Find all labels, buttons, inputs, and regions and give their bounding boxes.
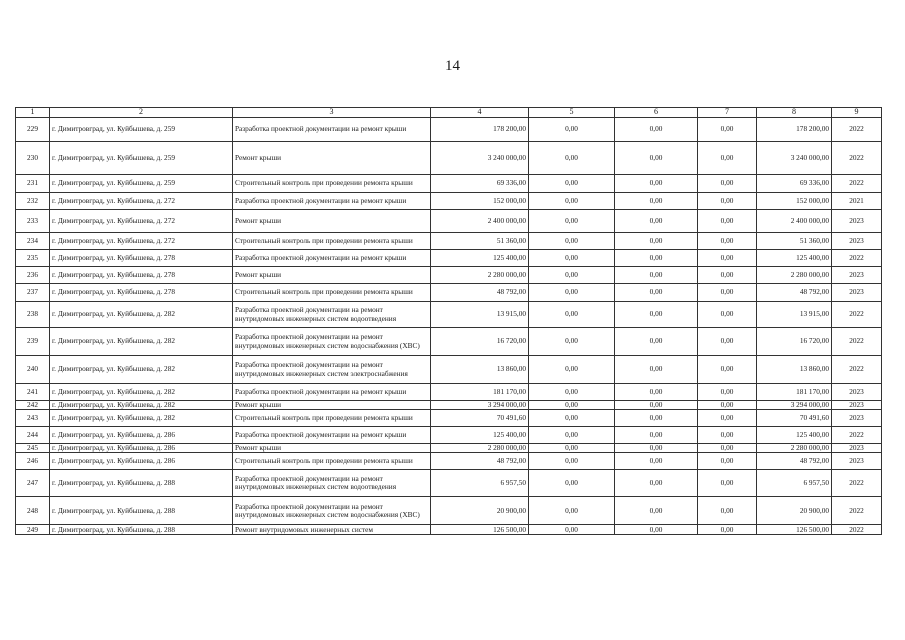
work-type-cell: Строительный контроль при проведении ремонта крыши <box>233 410 431 427</box>
table-row <box>16 302 882 328</box>
address-cell: г. Димитровград, ул. Куйбышева, д. 282 <box>50 356 233 384</box>
year-cell: 2023 <box>832 267 882 284</box>
table-row <box>16 267 882 284</box>
address-cell: г. Димитровград, ул. Куйбышева, д. 286 <box>50 444 233 453</box>
total-cost-cell: 6 957,50 <box>431 470 529 497</box>
col7-cell: 0,00 <box>698 497 757 525</box>
work-type-cell: Разработка проектной документации на ремонт крыши <box>233 250 431 267</box>
table-row <box>16 142 882 175</box>
col8-cell: 3 294 000,00 <box>757 401 832 410</box>
address-cell: г. Димитровград, ул. Куйбышева, д. 282 <box>50 302 233 328</box>
total-cost-cell: 2 400 000,00 <box>431 210 529 233</box>
col7-cell: 0,00 <box>698 453 757 470</box>
work-type-cell: Строительный контроль при проведении ремонта крыши <box>233 233 431 250</box>
col8-cell: 69 336,00 <box>757 175 832 193</box>
row-number: 246 <box>16 453 50 470</box>
col7-cell: 0,00 <box>698 470 757 497</box>
col5-cell: 0,00 <box>529 497 615 525</box>
col8-cell: 2 280 000,00 <box>757 444 832 453</box>
row-number: 236 <box>16 267 50 284</box>
table-row <box>16 356 882 384</box>
col5-cell: 0,00 <box>529 142 615 175</box>
year-cell: 2023 <box>832 410 882 427</box>
year-cell: 2022 <box>832 118 882 142</box>
total-cost-cell: 69 336,00 <box>431 175 529 193</box>
col6-cell: 0,00 <box>615 470 698 497</box>
col7-cell: 0,00 <box>698 444 757 453</box>
address-cell: г. Димитровград, ул. Куйбышева, д. 286 <box>50 427 233 444</box>
col5-cell: 0,00 <box>529 470 615 497</box>
col7-cell: 0,00 <box>698 175 757 193</box>
year-cell: 2023 <box>832 453 882 470</box>
col5-cell: 0,00 <box>529 328 615 356</box>
col8-cell: 2 280 000,00 <box>757 267 832 284</box>
total-cost-cell: 20 900,00 <box>431 497 529 525</box>
col8-cell: 181 170,00 <box>757 384 832 401</box>
col8-cell: 3 240 000,00 <box>757 142 832 175</box>
year-cell: 2022 <box>832 497 882 525</box>
col7-cell: 0,00 <box>698 118 757 142</box>
col6-cell: 0,00 <box>615 444 698 453</box>
col8-cell: 152 000,00 <box>757 193 832 210</box>
col6-cell: 0,00 <box>615 384 698 401</box>
address-cell: г. Димитровград, ул. Куйбышева, д. 272 <box>50 210 233 233</box>
works-table <box>15 107 882 535</box>
col6-cell: 0,00 <box>615 175 698 193</box>
col5-cell: 0,00 <box>529 175 615 193</box>
col6-cell: 0,00 <box>615 453 698 470</box>
total-cost-cell: 48 792,00 <box>431 284 529 302</box>
col7-cell: 0,00 <box>698 267 757 284</box>
col6-cell: 0,00 <box>615 302 698 328</box>
col6-cell: 0,00 <box>615 210 698 233</box>
table-row <box>16 210 882 233</box>
work-type-cell: Разработка проектной документации на ремонт крыши <box>233 193 431 210</box>
table-row <box>16 193 882 210</box>
col5-cell: 0,00 <box>529 427 615 444</box>
col6-cell: 0,00 <box>615 410 698 427</box>
year-cell: 2023 <box>832 284 882 302</box>
work-type-cell: Ремонт крыши <box>233 267 431 284</box>
header-col-1: 1 <box>16 108 50 118</box>
table-row <box>16 384 882 401</box>
row-number: 237 <box>16 284 50 302</box>
col5-cell: 0,00 <box>529 193 615 210</box>
total-cost-cell: 178 200,00 <box>431 118 529 142</box>
col6-cell: 0,00 <box>615 193 698 210</box>
col7-cell: 0,00 <box>698 427 757 444</box>
col6-cell: 0,00 <box>615 497 698 525</box>
year-cell: 2022 <box>832 525 882 535</box>
col7-cell: 0,00 <box>698 384 757 401</box>
col5-cell: 0,00 <box>529 233 615 250</box>
total-cost-cell: 3 294 000,00 <box>431 401 529 410</box>
year-cell: 2023 <box>832 233 882 250</box>
col5-cell: 0,00 <box>529 302 615 328</box>
row-number: 245 <box>16 444 50 453</box>
col8-cell: 70 491,60 <box>757 410 832 427</box>
row-number: 247 <box>16 470 50 497</box>
col6-cell: 0,00 <box>615 401 698 410</box>
table-row <box>16 233 882 250</box>
header-col-7: 7 <box>698 108 757 118</box>
row-number: 234 <box>16 233 50 250</box>
work-type-cell: Ремонт крыши <box>233 401 431 410</box>
work-type-cell: Разработка проектной документации на ремонт внутридомовых инженерных систем водоснабжения (ХВС) <box>233 328 431 356</box>
row-number: 244 <box>16 427 50 444</box>
header-row <box>16 108 882 118</box>
year-cell: 2022 <box>832 470 882 497</box>
total-cost-cell: 70 491,60 <box>431 410 529 427</box>
col8-cell: 48 792,00 <box>757 453 832 470</box>
address-cell: г. Димитровград, ул. Куйбышева, д. 286 <box>50 453 233 470</box>
year-cell: 2022 <box>832 250 882 267</box>
col7-cell: 0,00 <box>698 142 757 175</box>
table-row <box>16 401 882 410</box>
total-cost-cell: 181 170,00 <box>431 384 529 401</box>
year-cell: 2023 <box>832 384 882 401</box>
col5-cell: 0,00 <box>529 250 615 267</box>
table-row <box>16 453 882 470</box>
page-number: 14 <box>445 58 460 74</box>
table-row <box>16 497 882 525</box>
col8-cell: 13 860,00 <box>757 356 832 384</box>
address-cell: г. Димитровград, ул. Куйбышева, д. 259 <box>50 175 233 193</box>
year-cell: 2022 <box>832 356 882 384</box>
col6-cell: 0,00 <box>615 250 698 267</box>
col7-cell: 0,00 <box>698 233 757 250</box>
row-number: 243 <box>16 410 50 427</box>
table-row <box>16 470 882 497</box>
address-cell: г. Димитровград, ул. Куйбышева, д. 259 <box>50 142 233 175</box>
col5-cell: 0,00 <box>529 384 615 401</box>
total-cost-cell: 48 792,00 <box>431 453 529 470</box>
col6-cell: 0,00 <box>615 525 698 535</box>
address-cell: г. Димитровград, ул. Куйбышева, д. 272 <box>50 193 233 210</box>
col5-cell: 0,00 <box>529 525 615 535</box>
work-type-cell: Ремонт крыши <box>233 210 431 233</box>
col6-cell: 0,00 <box>615 233 698 250</box>
year-cell: 2023 <box>832 444 882 453</box>
col8-cell: 126 500,00 <box>757 525 832 535</box>
work-type-cell: Ремонт крыши <box>233 142 431 175</box>
address-cell: г. Димитровград, ул. Куйбышева, д. 278 <box>50 284 233 302</box>
address-cell: г. Димитровград, ул. Куйбышева, д. 259 <box>50 118 233 142</box>
year-cell: 2022 <box>832 175 882 193</box>
work-type-cell: Строительный контроль при проведении ремонта крыши <box>233 453 431 470</box>
col8-cell: 20 900,00 <box>757 497 832 525</box>
col6-cell: 0,00 <box>615 267 698 284</box>
header-col-2: 2 <box>50 108 233 118</box>
col7-cell: 0,00 <box>698 193 757 210</box>
table-row <box>16 175 882 193</box>
year-cell: 2021 <box>832 193 882 210</box>
row-number: 239 <box>16 328 50 356</box>
table-row <box>16 118 882 142</box>
header-col-6: 6 <box>615 108 698 118</box>
row-number: 231 <box>16 175 50 193</box>
row-number: 232 <box>16 193 50 210</box>
col6-cell: 0,00 <box>615 118 698 142</box>
col6-cell: 0,00 <box>615 142 698 175</box>
col8-cell: 125 400,00 <box>757 427 832 444</box>
year-cell: 2023 <box>832 401 882 410</box>
table-row <box>16 427 882 444</box>
row-number: 229 <box>16 118 50 142</box>
col8-cell: 16 720,00 <box>757 328 832 356</box>
row-number: 249 <box>16 525 50 535</box>
year-cell: 2022 <box>832 142 882 175</box>
year-cell: 2023 <box>832 210 882 233</box>
col5-cell: 0,00 <box>529 401 615 410</box>
total-cost-cell: 2 280 000,00 <box>431 444 529 453</box>
total-cost-cell: 13 860,00 <box>431 356 529 384</box>
address-cell: г. Димитровград, ул. Куйбышева, д. 278 <box>50 250 233 267</box>
col5-cell: 0,00 <box>529 118 615 142</box>
col5-cell: 0,00 <box>529 284 615 302</box>
total-cost-cell: 125 400,00 <box>431 427 529 444</box>
row-number: 233 <box>16 210 50 233</box>
address-cell: г. Димитровград, ул. Куйбышева, д. 288 <box>50 497 233 525</box>
address-cell: г. Димитровград, ул. Куйбышева, д. 288 <box>50 470 233 497</box>
work-type-cell: Разработка проектной документации на ремонт крыши <box>233 427 431 444</box>
header-col-8: 8 <box>757 108 832 118</box>
year-cell: 2022 <box>832 302 882 328</box>
total-cost-cell: 125 400,00 <box>431 250 529 267</box>
work-type-cell: Разработка проектной документации на ремонт внутридомовых инженерных систем водоотведения <box>233 470 431 497</box>
work-type-cell: Разработка проектной документации на ремонт внутридомовых инженерных систем электроснабжения <box>233 356 431 384</box>
col5-cell: 0,00 <box>529 453 615 470</box>
year-cell: 2022 <box>832 427 882 444</box>
work-type-cell: Строительный контроль при проведении ремонта крыши <box>233 284 431 302</box>
col5-cell: 0,00 <box>529 356 615 384</box>
col7-cell: 0,00 <box>698 356 757 384</box>
total-cost-cell: 51 360,00 <box>431 233 529 250</box>
col8-cell: 125 400,00 <box>757 250 832 267</box>
col8-cell: 6 957,50 <box>757 470 832 497</box>
header-col-4: 4 <box>431 108 529 118</box>
col5-cell: 0,00 <box>529 267 615 284</box>
total-cost-cell: 13 915,00 <box>431 302 529 328</box>
header-col-9: 9 <box>832 108 882 118</box>
col8-cell: 178 200,00 <box>757 118 832 142</box>
row-number: 241 <box>16 384 50 401</box>
address-cell: г. Димитровград, ул. Куйбышева, д. 282 <box>50 328 233 356</box>
total-cost-cell: 2 280 000,00 <box>431 267 529 284</box>
work-type-cell: Ремонт крыши <box>233 444 431 453</box>
col6-cell: 0,00 <box>615 427 698 444</box>
header-col-3: 3 <box>233 108 431 118</box>
work-type-cell: Ремонт внутридомовых инженерных систем <box>233 525 431 535</box>
col5-cell: 0,00 <box>529 444 615 453</box>
address-cell: г. Димитровград, ул. Куйбышева, д. 278 <box>50 267 233 284</box>
table-row <box>16 328 882 356</box>
work-type-cell: Разработка проектной документации на ремонт крыши <box>233 384 431 401</box>
col7-cell: 0,00 <box>698 284 757 302</box>
col6-cell: 0,00 <box>615 356 698 384</box>
header-col-5: 5 <box>529 108 615 118</box>
row-number: 240 <box>16 356 50 384</box>
col8-cell: 2 400 000,00 <box>757 210 832 233</box>
col7-cell: 0,00 <box>698 210 757 233</box>
work-type-cell: Разработка проектной документации на ремонт внутридомовых инженерных систем водоснабжения (ХВС) <box>233 497 431 525</box>
year-cell: 2022 <box>832 328 882 356</box>
col5-cell: 0,00 <box>529 410 615 427</box>
address-cell: г. Димитровград, ул. Куйбышева, д. 282 <box>50 384 233 401</box>
total-cost-cell: 152 000,00 <box>431 193 529 210</box>
total-cost-cell: 16 720,00 <box>431 328 529 356</box>
work-type-cell: Разработка проектной документации на ремонт крыши <box>233 118 431 142</box>
address-cell: г. Димитровград, ул. Куйбышева, д. 282 <box>50 410 233 427</box>
table-row <box>16 284 882 302</box>
col7-cell: 0,00 <box>698 410 757 427</box>
table-row <box>16 250 882 267</box>
table-row <box>16 444 882 453</box>
col7-cell: 0,00 <box>698 302 757 328</box>
row-number: 235 <box>16 250 50 267</box>
col7-cell: 0,00 <box>698 401 757 410</box>
total-cost-cell: 126 500,00 <box>431 525 529 535</box>
work-type-cell: Строительный контроль при проведении ремонта крыши <box>233 175 431 193</box>
col8-cell: 48 792,00 <box>757 284 832 302</box>
table-row <box>16 410 882 427</box>
address-cell: г. Димитровград, ул. Куйбышева, д. 272 <box>50 233 233 250</box>
col7-cell: 0,00 <box>698 525 757 535</box>
address-cell: г. Димитровград, ул. Куйбышева, д. 282 <box>50 401 233 410</box>
row-number: 248 <box>16 497 50 525</box>
row-number: 230 <box>16 142 50 175</box>
col8-cell: 51 360,00 <box>757 233 832 250</box>
col5-cell: 0,00 <box>529 210 615 233</box>
row-number: 238 <box>16 302 50 328</box>
col6-cell: 0,00 <box>615 284 698 302</box>
table-row <box>16 525 882 535</box>
col7-cell: 0,00 <box>698 328 757 356</box>
work-type-cell: Разработка проектной документации на ремонт внутридомовых инженерных систем водоотведения <box>233 302 431 328</box>
col6-cell: 0,00 <box>615 328 698 356</box>
total-cost-cell: 3 240 000,00 <box>431 142 529 175</box>
col8-cell: 13 915,00 <box>757 302 832 328</box>
col7-cell: 0,00 <box>698 250 757 267</box>
address-cell: г. Димитровград, ул. Куйбышева, д. 288 <box>50 525 233 535</box>
row-number: 242 <box>16 401 50 410</box>
